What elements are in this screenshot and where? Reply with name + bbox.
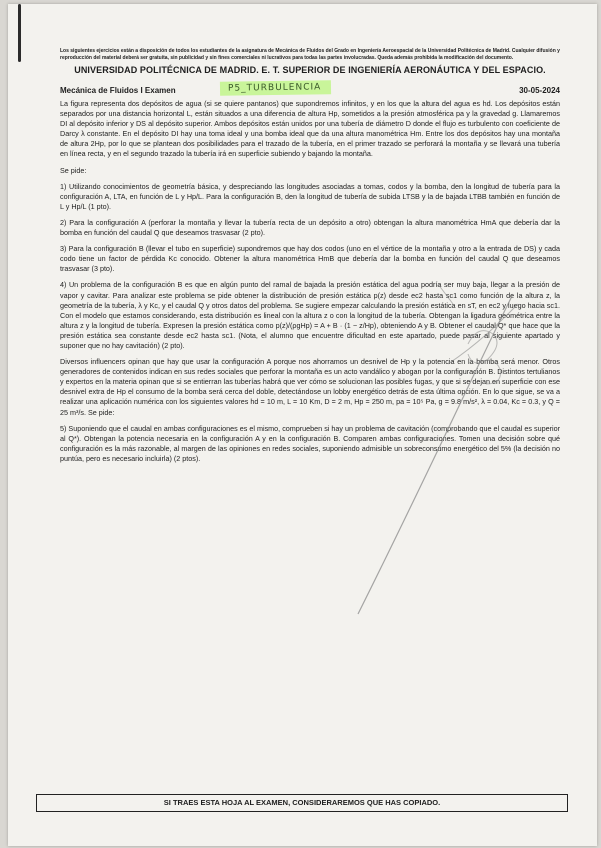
question-5: 5) Suponiendo que el caudal en ambas configuraciones es el mismo, comprueben si hay un problema de cavitación (comprobando que el caudal es superior al Q*). Obtengan la potencia necesaria en la configuración A y en la configuración B. Comparen ambas configuraciones. Tomen una decisión sobre qué configuración es la más razonable, al margen de las opiniones en redes sociales, suponiendo admisible un sobreconsumo energético del 5% (la decisión no puntúa, pero es necesario incluirla) (2 ptos). — [60, 423, 560, 463]
question-4: 4) Un problema de la configuración B es que en algún punto del ramal de bajada la presión estática del agua podría ser muy baja, llegar a la presión de vapor y cavitar. Para analizar este problema se pide obtener la distribución de presión estática p(z) desde ec2 hasta sc1 como función de la altura z, la geometría de la tubería, λ y Kc, y el caudal Q y otros datos del problema. Se sugiere empezar calculando la presión estática en sT, en ec2 y luego hacia sc1. Con el modelo que estamos considerando, esta distribución es lineal con la altura z o con la longitud de la tubería. Obtengan la ligadura geométrica entre la altura z y la longitud de tubería. Expresen la presión estática como p(z)/(ρgHp) = A + B · (1 − z/Hp), obteniendo A y B. Obtener el caudal Q* que hace que la presión estática sea constante desde ec2 hasta sc1. (Nota, el alumno que encuentre dificultad en este apartado, puede pasar al siguiente apartado y suponer que no hay cavitación) (2 pto). — [60, 280, 560, 350]
subject-row — [60, 81, 560, 99]
binding-mark — [18, 4, 21, 62]
exam-date: 30-05-2024 — [519, 86, 560, 95]
question-1: 1) Utilizando conocimientos de geometría básica, y despreciando las longitudes asociadas a tomas, codos y la bomba, den la longitud de tubería para la configuración A, LTA, en función de L y Hp/L. Para la configuración B, den la longitud de tubería de subida LTSB y la de bajada LTBB también en función de L y Hp/L (1 pto). — [60, 181, 560, 211]
question-2: 2) Para la configuración A (perforar la montaña y llevar la tubería recta de un depósito a otro) obtengan la altura manométrica HmA que debería dar la bomba en función del caudal Q que deseamos trasvasar (2 pto). — [60, 217, 560, 238]
subject-title: Mecánica de Fluidos I Examen — [60, 86, 176, 95]
numerical-context: Diversos influencers opinan que hay que usar la configuración A porque nos ahorramos un desnivel de Hp y la potencia en la bomba será menor. Otros generadores de contenidos indican en sus redes sociales que perforar la montaña es un acto vandálico y abogan por la configuración B. Distintos tertulianos y expertos en la materia opinan que si se entierran las tuberías habrá que ver cómo se solucionan las posibles fugas, y que si se dejan en superficie con ese desnivel extra de Hp el consumo de la bomba será cerca del doble, detectándose un lobby energético detrás de esta última opción. En lo que sigue, se va a realizar una aplicación numérica con los siguientes valores hd = 10 m, L = 10 Km, D = 2 m, Hp = 250 m, pa = 10⁵ Pa, g = 9.8 m/s², λ = 0.04, Kc = 0.3, y Q = 25 m³/s. Se pide: — [60, 357, 560, 417]
se-pide-label: Se pide: — [60, 165, 87, 175]
disclaimer: Los siguientes ejercicios están a disposición de todos los estudiantes de la asignatura de Mecánica de Fluidos del Grado en Ingeniería Aeroespacial de la Universidad Politécnica de Madrid. Cualquier difusión y reproducción del material deberá ser gratuita, sin publicidad y sin fines comerciales ni lucrativos para todas las partes involucradas. Queda además prohibida la modificación del documento. — [60, 48, 560, 61]
footer-warning: SI TRAES ESTA HOJA AL EXAMEN, CONSIDERAREMOS QUE HAS COPIADO. — [36, 794, 568, 812]
exam-sheet — [8, 4, 597, 846]
document-content — [60, 48, 560, 470]
university-header: UNIVERSIDAD POLITÉCNICA DE MADRID. E. T. SUPERIOR DE INGENIERÍA AERONÁUTICA Y DEL ESPACIO. — [74, 65, 546, 75]
handwritten-label: P5_TURBULENCIA — [220, 80, 331, 96]
question-3: 3) Para la configuración B (llevar el tubo en superficie) supondremos que hay dos codos (uno en el vértice de la montaña y otro a la entrada de DS) y cada codo tiene un factor de pérdida Kc conocido. Obtener la altura manométrica HmB que debería dar la bomba en función del caudal Q que deseamos trasvasar (3 pto). — [60, 244, 560, 274]
problem-statement: La figura representa dos depósitos de agua (si se quiere pantanos) que supondremos infinitos, y en los que la altura del agua es hd. Los depósitos están separados por una distancia horizontal L, están situados a una diferencia de altura Hp, sometidos a la presión atmosférica pa y la gravedad g. Llamaremos DI al depósito inferior y DS al depósito superior. Ambos depósitos están unidos por una tubería de diámetro D donde el flujo es turbulento con coeficiente de Darcy λ constante. En el depósito DI hay una toma ideal y una bomba ideal que da una altura manométrica Hm. Entre los dos depósitos hay una montaña de altura 2Hp, por lo que se plantean dos posibilidades para el trazado de la tubería, en el primer trazado se perforará la montaña y se llevará una tubería en línea recta, y en el segundo trazado la tubería irá en superficie subiendo y bajando la montaña. — [60, 99, 560, 159]
